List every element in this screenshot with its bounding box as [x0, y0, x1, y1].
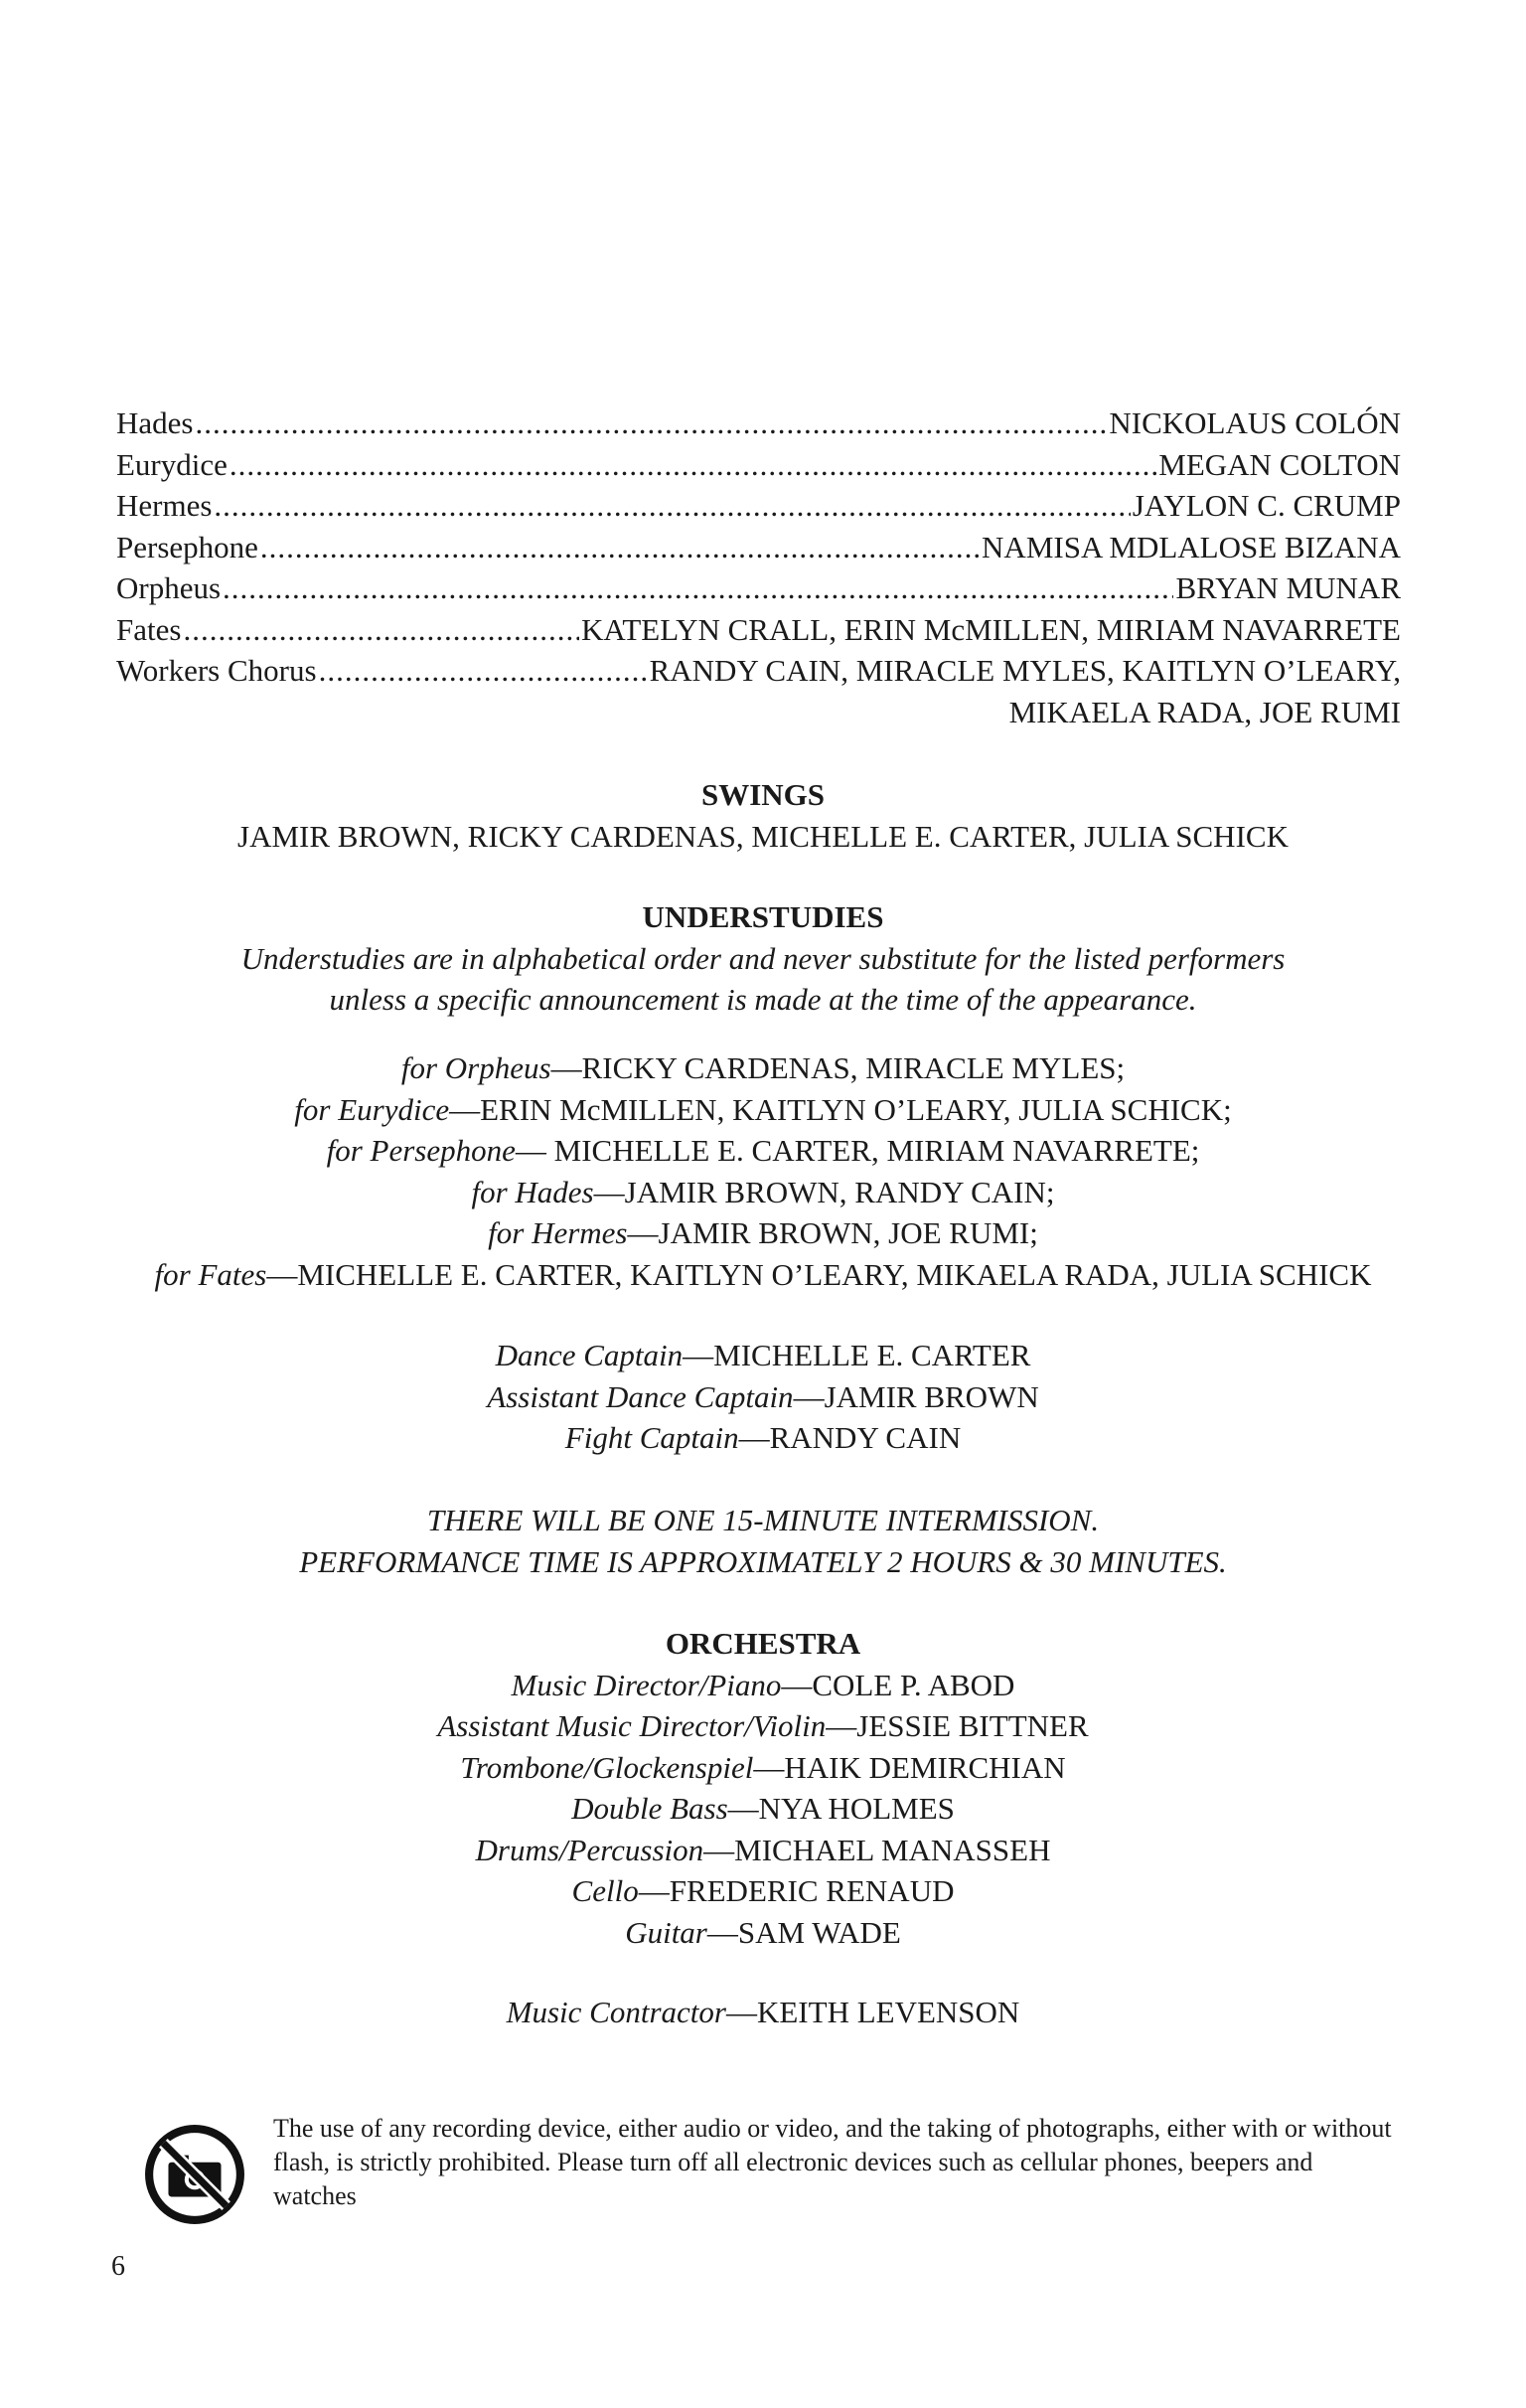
notice-text: The use of any recording device, either audio or video, and the taking of photographs, either with or without flash, is strictly prohibited. Please turn off all electronic devices such as cellular phones, beepers and watches	[273, 2114, 1392, 2210]
understudy-names: MICHELLE E. CARTER, MIRIAM NAVARRETE;	[553, 1133, 1200, 1168]
understudy-entry	[0, 1089, 1526, 1131]
contractor-title: Music Contractor	[506, 1995, 726, 2029]
orchestra-member: Cello—FREDERIC RENAUD	[571, 1873, 955, 1908]
cast-role: Orpheus	[116, 570, 222, 605]
captain-entry: Assistant Dance Captain—JAMIR BROWN	[487, 1378, 1039, 1414]
cast-row	[116, 650, 1401, 692]
musician-name: COLE P. ABOD	[812, 1667, 1015, 1702]
cast-row	[116, 402, 1401, 444]
leader-dots	[195, 402, 1107, 444]
understudy-names: MICHELLE E. CARTER, KAITLYN O’LEARY, MIKAELA RADA, JULIA SCHICK	[297, 1256, 1372, 1292]
musician-name: NYA HOLMES	[758, 1791, 955, 1826]
captain-title: Assistant Dance Captain	[487, 1378, 794, 1414]
cast-row	[116, 444, 1401, 486]
understudy-names: JAMIR BROWN, RANDY CAIN;	[624, 1174, 1055, 1209]
no-camera-icon	[144, 2124, 245, 2225]
cast-role: Eurydice	[116, 446, 228, 482]
musician-name: SAM WADE	[737, 1914, 901, 1950]
intermission-line: THERE WILL BE ONE 15-MINUTE INTERMISSION.	[426, 1503, 1100, 1537]
orchestra-heading: ORCHESTRA	[665, 1626, 861, 1661]
understudy-entry	[0, 1130, 1526, 1172]
captain-entry: Dance Captain—MICHELLE E. CARTER	[495, 1338, 1031, 1372]
cast-role: Hades	[116, 405, 194, 440]
cast-actor: NICKOLAUS COLÓN	[1109, 405, 1401, 440]
instrument: Trombone/Glockenspiel	[460, 1749, 754, 1785]
understudy-entry	[0, 1172, 1526, 1213]
cast-actor: NAMISA MDLALOSE BIZANA	[982, 529, 1401, 564]
orchestra-member: Trombone/Glockenspiel—HAIK DEMIRCHIAN	[460, 1749, 1066, 1785]
cast-actor: BRYAN MUNAR	[1175, 570, 1401, 605]
instrument: Double Bass	[571, 1791, 728, 1826]
separator: —	[266, 1256, 298, 1292]
leader-dots	[183, 609, 579, 651]
swings-names: JAMIR BROWN, RICKY CARDENAS, MICHELLE E. CARTER, JULIA SCHICK	[237, 818, 1289, 854]
understudy-names: JAMIR BROWN, JOE RUMI;	[658, 1215, 1038, 1250]
separator: —	[515, 1133, 554, 1168]
orchestra-member: Guitar—SAM WADE	[625, 1914, 901, 1950]
understudy-role: for Hermes	[488, 1215, 628, 1250]
musician-name: MICHAEL MANASSEH	[734, 1832, 1051, 1867]
understudy-role: for Fates	[154, 1256, 267, 1292]
contractor-name: KEITH LEVENSON	[756, 1995, 1020, 2029]
page-number: 6	[111, 2251, 125, 2282]
swings-section	[0, 774, 1526, 857]
captain-entry: Fight Captain—RANDY CAIN	[564, 1420, 962, 1455]
orchestra-member: Assistant Music Director/Violin—JESSIE BITTNER	[437, 1708, 1089, 1743]
instrument: Assistant Music Director/Violin	[437, 1708, 827, 1743]
captain-name: RANDY CAIN	[769, 1420, 962, 1455]
recording-notice	[144, 2112, 1436, 2225]
understudy-entry	[0, 1047, 1526, 1089]
cast-role: Hermes	[116, 488, 213, 523]
cast-row	[116, 485, 1401, 527]
leader-dots	[260, 527, 980, 568]
understudy-list	[0, 1047, 1526, 1295]
understudy-entry	[0, 1254, 1526, 1296]
instrument: Cello	[571, 1873, 639, 1908]
separator: —	[449, 1091, 481, 1127]
understudy-names: RICKY CARDENAS, MIRACLE MYLES;	[581, 1050, 1126, 1085]
understudy-names: ERIN McMILLEN, KAITLYN O’LEARY, JULIA SCHICK;	[480, 1091, 1232, 1127]
captain-name: JAMIR BROWN	[824, 1378, 1039, 1414]
understudies-note-line: unless a specific announcement is made at the time of the appearance.	[329, 982, 1197, 1017]
instrument: Music Director/Piano	[511, 1667, 782, 1702]
separator: —	[627, 1215, 659, 1250]
cast-actor: JAYLON C. CRUMP	[1132, 488, 1401, 523]
leader-dots	[319, 650, 648, 692]
cast-actor: KATELYN CRALL, ERIN McMILLEN, MIRIAM NAVARRETE	[581, 611, 1401, 647]
understudy-role: for Orpheus	[400, 1050, 551, 1085]
cast-row	[116, 567, 1401, 609]
orchestra-member: Double Bass—NYA HOLMES	[571, 1791, 955, 1826]
leader-dots	[223, 567, 1173, 609]
musician-name: HAIK DEMIRCHIAN	[784, 1749, 1066, 1785]
understudy-entry	[0, 1212, 1526, 1254]
understudies-section	[0, 896, 1526, 1021]
leader-dots	[229, 444, 1156, 486]
cast-role: Workers Chorus	[116, 653, 317, 688]
cast-list	[116, 402, 1401, 732]
understudy-role: for Hades	[471, 1174, 594, 1209]
cast-actor: MEGAN COLTON	[1158, 446, 1401, 482]
understudies-heading: UNDERSTUDIES	[642, 899, 884, 934]
musician-name: FREDERIC RENAUD	[669, 1873, 955, 1908]
orchestra-member: Music Director/Piano—COLE P. ABOD	[511, 1667, 1015, 1702]
cast-actor: RANDY CAIN, MIRACLE MYLES, KAITLYN O’LEARY,	[649, 653, 1401, 688]
cast-role: Persephone	[116, 529, 258, 564]
captain-title: Fight Captain	[564, 1420, 739, 1455]
cast-continuation: MIKAELA RADA, JOE RUMI	[1008, 694, 1401, 729]
musician-name: JESSIE BITTNER	[856, 1708, 1089, 1743]
swings-heading: SWINGS	[700, 777, 826, 812]
contractor-entry: Music Contractor—KEITH LEVENSON	[506, 1995, 1020, 2029]
understudies-note-line: Understudies are in alphabetical order and never substitute for the listed performers	[240, 940, 1286, 976]
separator: —	[550, 1050, 582, 1085]
cast-row	[116, 527, 1401, 568]
instrument: Drums/Percussion	[475, 1832, 704, 1867]
captain-title: Dance Captain	[495, 1338, 684, 1372]
instrument: Guitar	[625, 1914, 707, 1950]
cast-row	[116, 609, 1401, 651]
separator: —	[593, 1174, 625, 1209]
understudy-role: for Eurydice	[294, 1091, 450, 1127]
captains-section	[0, 1335, 1526, 1459]
understudy-role: for Persephone	[326, 1133, 516, 1168]
performance-time-line: PERFORMANCE TIME IS APPROXIMATELY 2 HOURS & 30 MINUTES.	[299, 1543, 1227, 1579]
cast-role: Fates	[116, 611, 182, 647]
orchestra-member: Drums/Percussion—MICHAEL MANASSEH	[475, 1832, 1051, 1867]
captain-name: MICHELLE E. CARTER	[713, 1338, 1031, 1372]
orchestra-section	[0, 1623, 1526, 1953]
intermission-section	[0, 1500, 1526, 1582]
leader-dots	[214, 485, 1130, 527]
